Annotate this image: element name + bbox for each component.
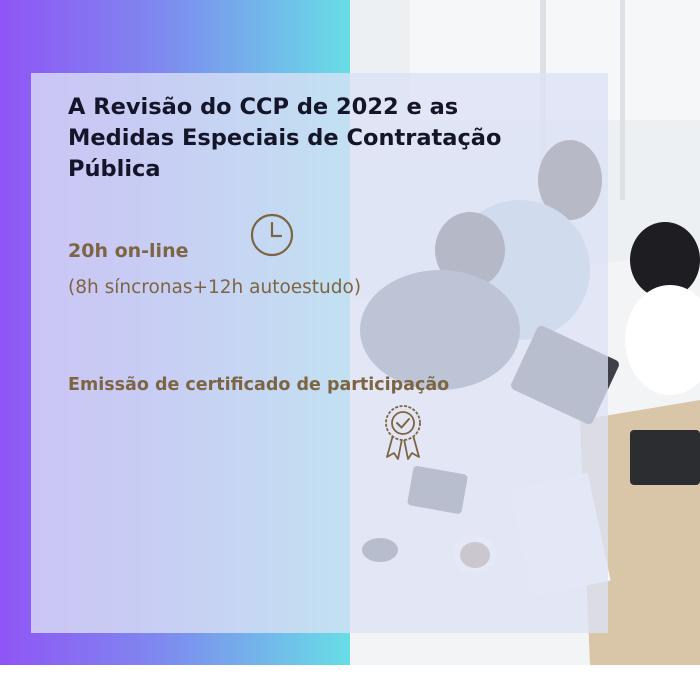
certificate-label: Emissão de certificado de participação: [68, 375, 450, 395]
bottom-strip: [0, 665, 700, 700]
duration-label: 20h on-line: [68, 240, 189, 262]
duration-detail: (8h síncronas+12h autoestudo): [68, 277, 362, 298]
clock-icon: [249, 212, 295, 258]
page-title: A Revisão do CCP de 2022 e as Medidas Especiais de Contratação Pública: [68, 94, 502, 182]
medal-icon: [381, 403, 425, 461]
